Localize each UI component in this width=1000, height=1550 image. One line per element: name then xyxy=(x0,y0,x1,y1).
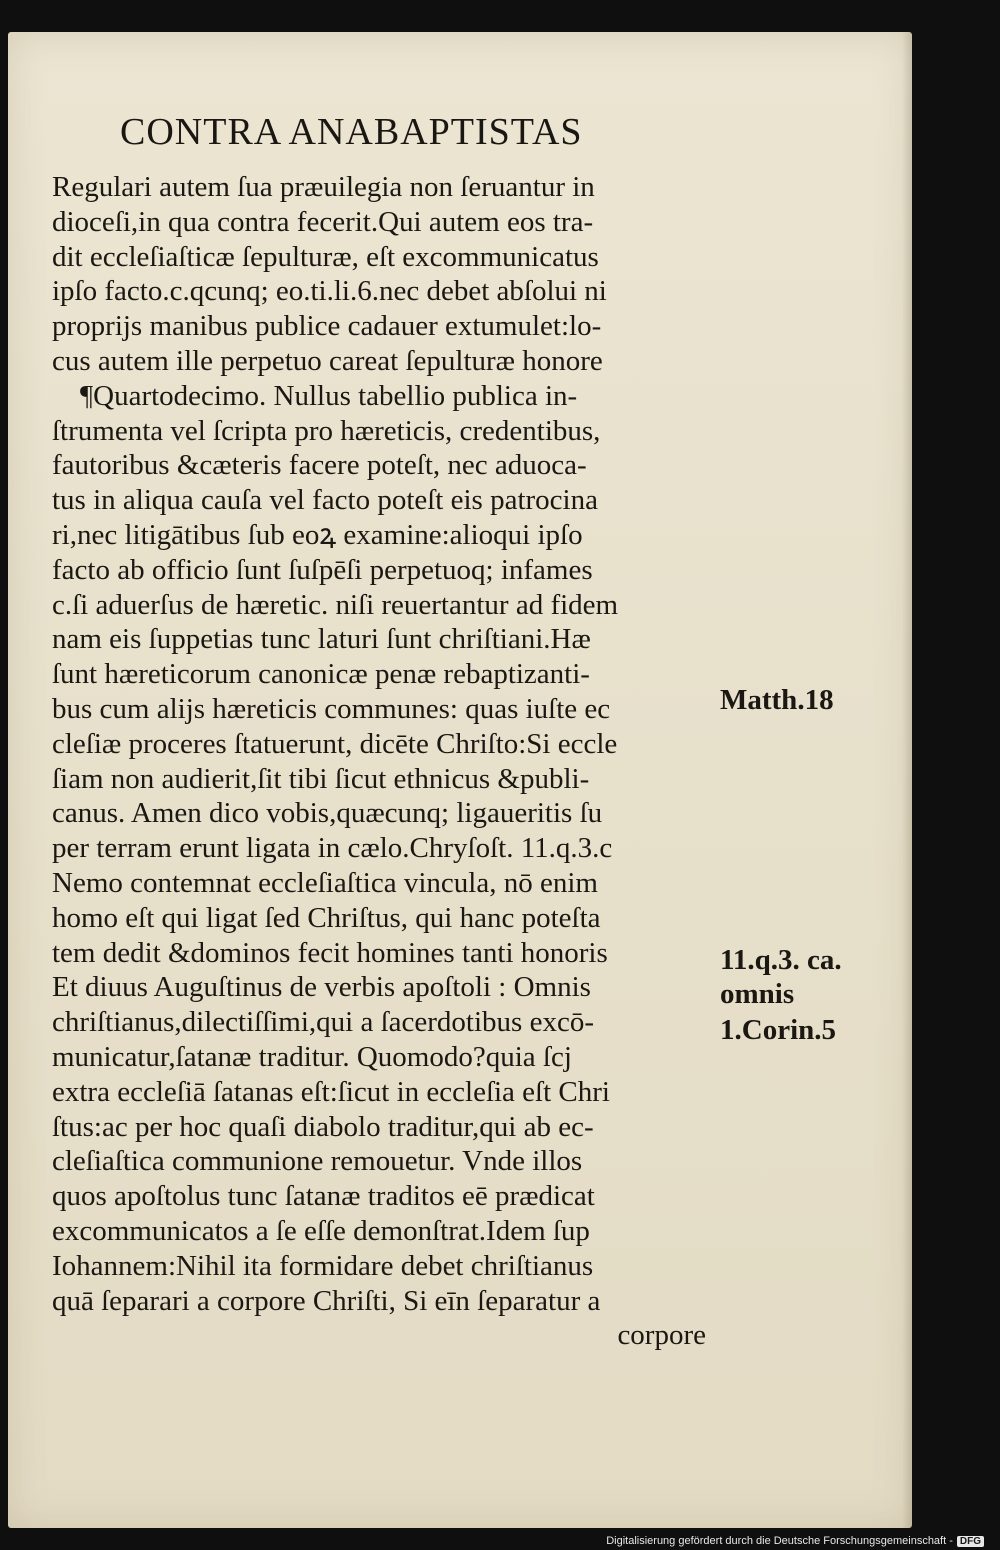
text-line: quā ſeparari a corpore Chriſti, Si eīn ſeparatur a xyxy=(52,1284,601,1317)
text-line: cleſiæ proceres ſtatuerunt, dicēte Chriſto:Si eccle xyxy=(52,727,618,760)
running-header: CONTRA ANABAPTISTAS xyxy=(120,111,583,153)
text-line: dioceſi,in qua contra fecerit.Qui autem eos tra- xyxy=(52,205,594,238)
text-line: ſtus:ac per hoc quaſi diabolo traditur,qui ab ec- xyxy=(52,1110,594,1143)
text-line: proprijs manibus publice cadauer extumulet:lo- xyxy=(52,310,602,343)
text-line: Regulari autem ſua præuilegia non ſeruantur in xyxy=(52,171,595,203)
text-line: tus in aliqua cauſa vel facto poteſt eis patrocina xyxy=(52,484,598,517)
text-line: municatur,ſatanæ traditur. Quomodo?quia ſcj xyxy=(52,1040,572,1073)
text-line: Iohannem:Nihil ita formidare debet chriſtianus xyxy=(52,1249,594,1282)
text-line: bus cum alijs hæreticis communes: quas iuſte ec xyxy=(52,692,611,725)
text-line: quos apoſtolus tunc ſatanæ traditos eē prædicat xyxy=(52,1180,595,1213)
text-line: Et diuus Auguſtinus de verbis apoſtoli : Omnis xyxy=(52,971,591,1004)
book-page xyxy=(8,32,912,1528)
margin-note-ref: 11.q.3. ca. xyxy=(720,944,842,976)
text-line: tem dedit &dominos fecit homines tanti honoris xyxy=(52,936,608,969)
text-line: c.ſi aduerſus de hæretic. niſi reuertantur ad fidem xyxy=(52,588,619,621)
body-text xyxy=(52,170,718,1353)
page-edge-shadow xyxy=(902,32,912,1528)
text-line: dit eccleſiaſticæ ſepulturæ, eſt excommunicatus xyxy=(52,240,599,273)
text-line: ri,nec litigātibus ſub eoꝝ examine:alioqui ipſo xyxy=(52,518,583,551)
text-line: extra eccleſiā ſatanas eſt:ſicut in eccleſia eſt Chri xyxy=(52,1075,610,1108)
credit-text: Digitalisierung gefördert durch die Deutsche Forschungsgemeinschaft - xyxy=(606,1535,953,1547)
text-line: ſunt hæreticorum canonicæ penæ rebaptizanti- xyxy=(52,658,590,691)
text-line: cus autem ille perpetuo careat ſepulturæ honore xyxy=(52,344,603,377)
text-line: chriſtianus,dilectiſſimi,qui a ſacerdotibus excō- xyxy=(52,1006,594,1039)
margin-note-matth: Matth.18 xyxy=(720,684,834,716)
text-line: cleſiaſtica communione remouetur. Vnde illos xyxy=(52,1145,583,1178)
dfg-logo: DFG xyxy=(957,1536,984,1547)
text-line: Nemo contemnat eccleſiaſtica vincula, nō enim xyxy=(52,866,598,899)
text-line: homo eſt qui ligat ſed Chriſtus, qui hanc poteſta xyxy=(52,901,601,934)
text-line: ſiam non audierit,ſit tibi ſicut ethnicus &publi- xyxy=(52,762,590,795)
text-line: fautoribus &cæteris facere poteſt, nec aduoca- xyxy=(52,449,587,482)
margin-note-ref: 1.Corin.5 xyxy=(720,1014,836,1046)
catchword: corpore xyxy=(617,1319,706,1352)
text-line: excommunicatos a ſe eſſe demonſtrat.Idem ſup xyxy=(52,1214,590,1247)
text-line: per terram erunt ligata in cælo.Chryſoſt. 11.q.3.c xyxy=(52,832,613,865)
text-line: ipſo facto.c.qcunq; eo.ti.li.6.nec debet abſolui ni xyxy=(52,275,607,308)
margin-note-ref: omnis xyxy=(720,978,795,1010)
text-line: facto ab officio ſunt ſuſpēſi perpetuoq; infames xyxy=(52,553,593,586)
text-line: canus. Amen dico vobis,quæcunq; ligaueritis ſu xyxy=(52,797,603,830)
text-line-paragraph-start: ¶Quartodecimo. Nullus tabellio publica in- xyxy=(80,379,578,412)
text-line: nam eis ſuppetias tunc laturi ſunt chriſtiani.Hæ xyxy=(52,623,591,656)
text-line: ſtrumenta vel ſcripta pro hæreticis, credentibus, xyxy=(52,414,601,447)
digitization-credit xyxy=(606,1535,984,1547)
